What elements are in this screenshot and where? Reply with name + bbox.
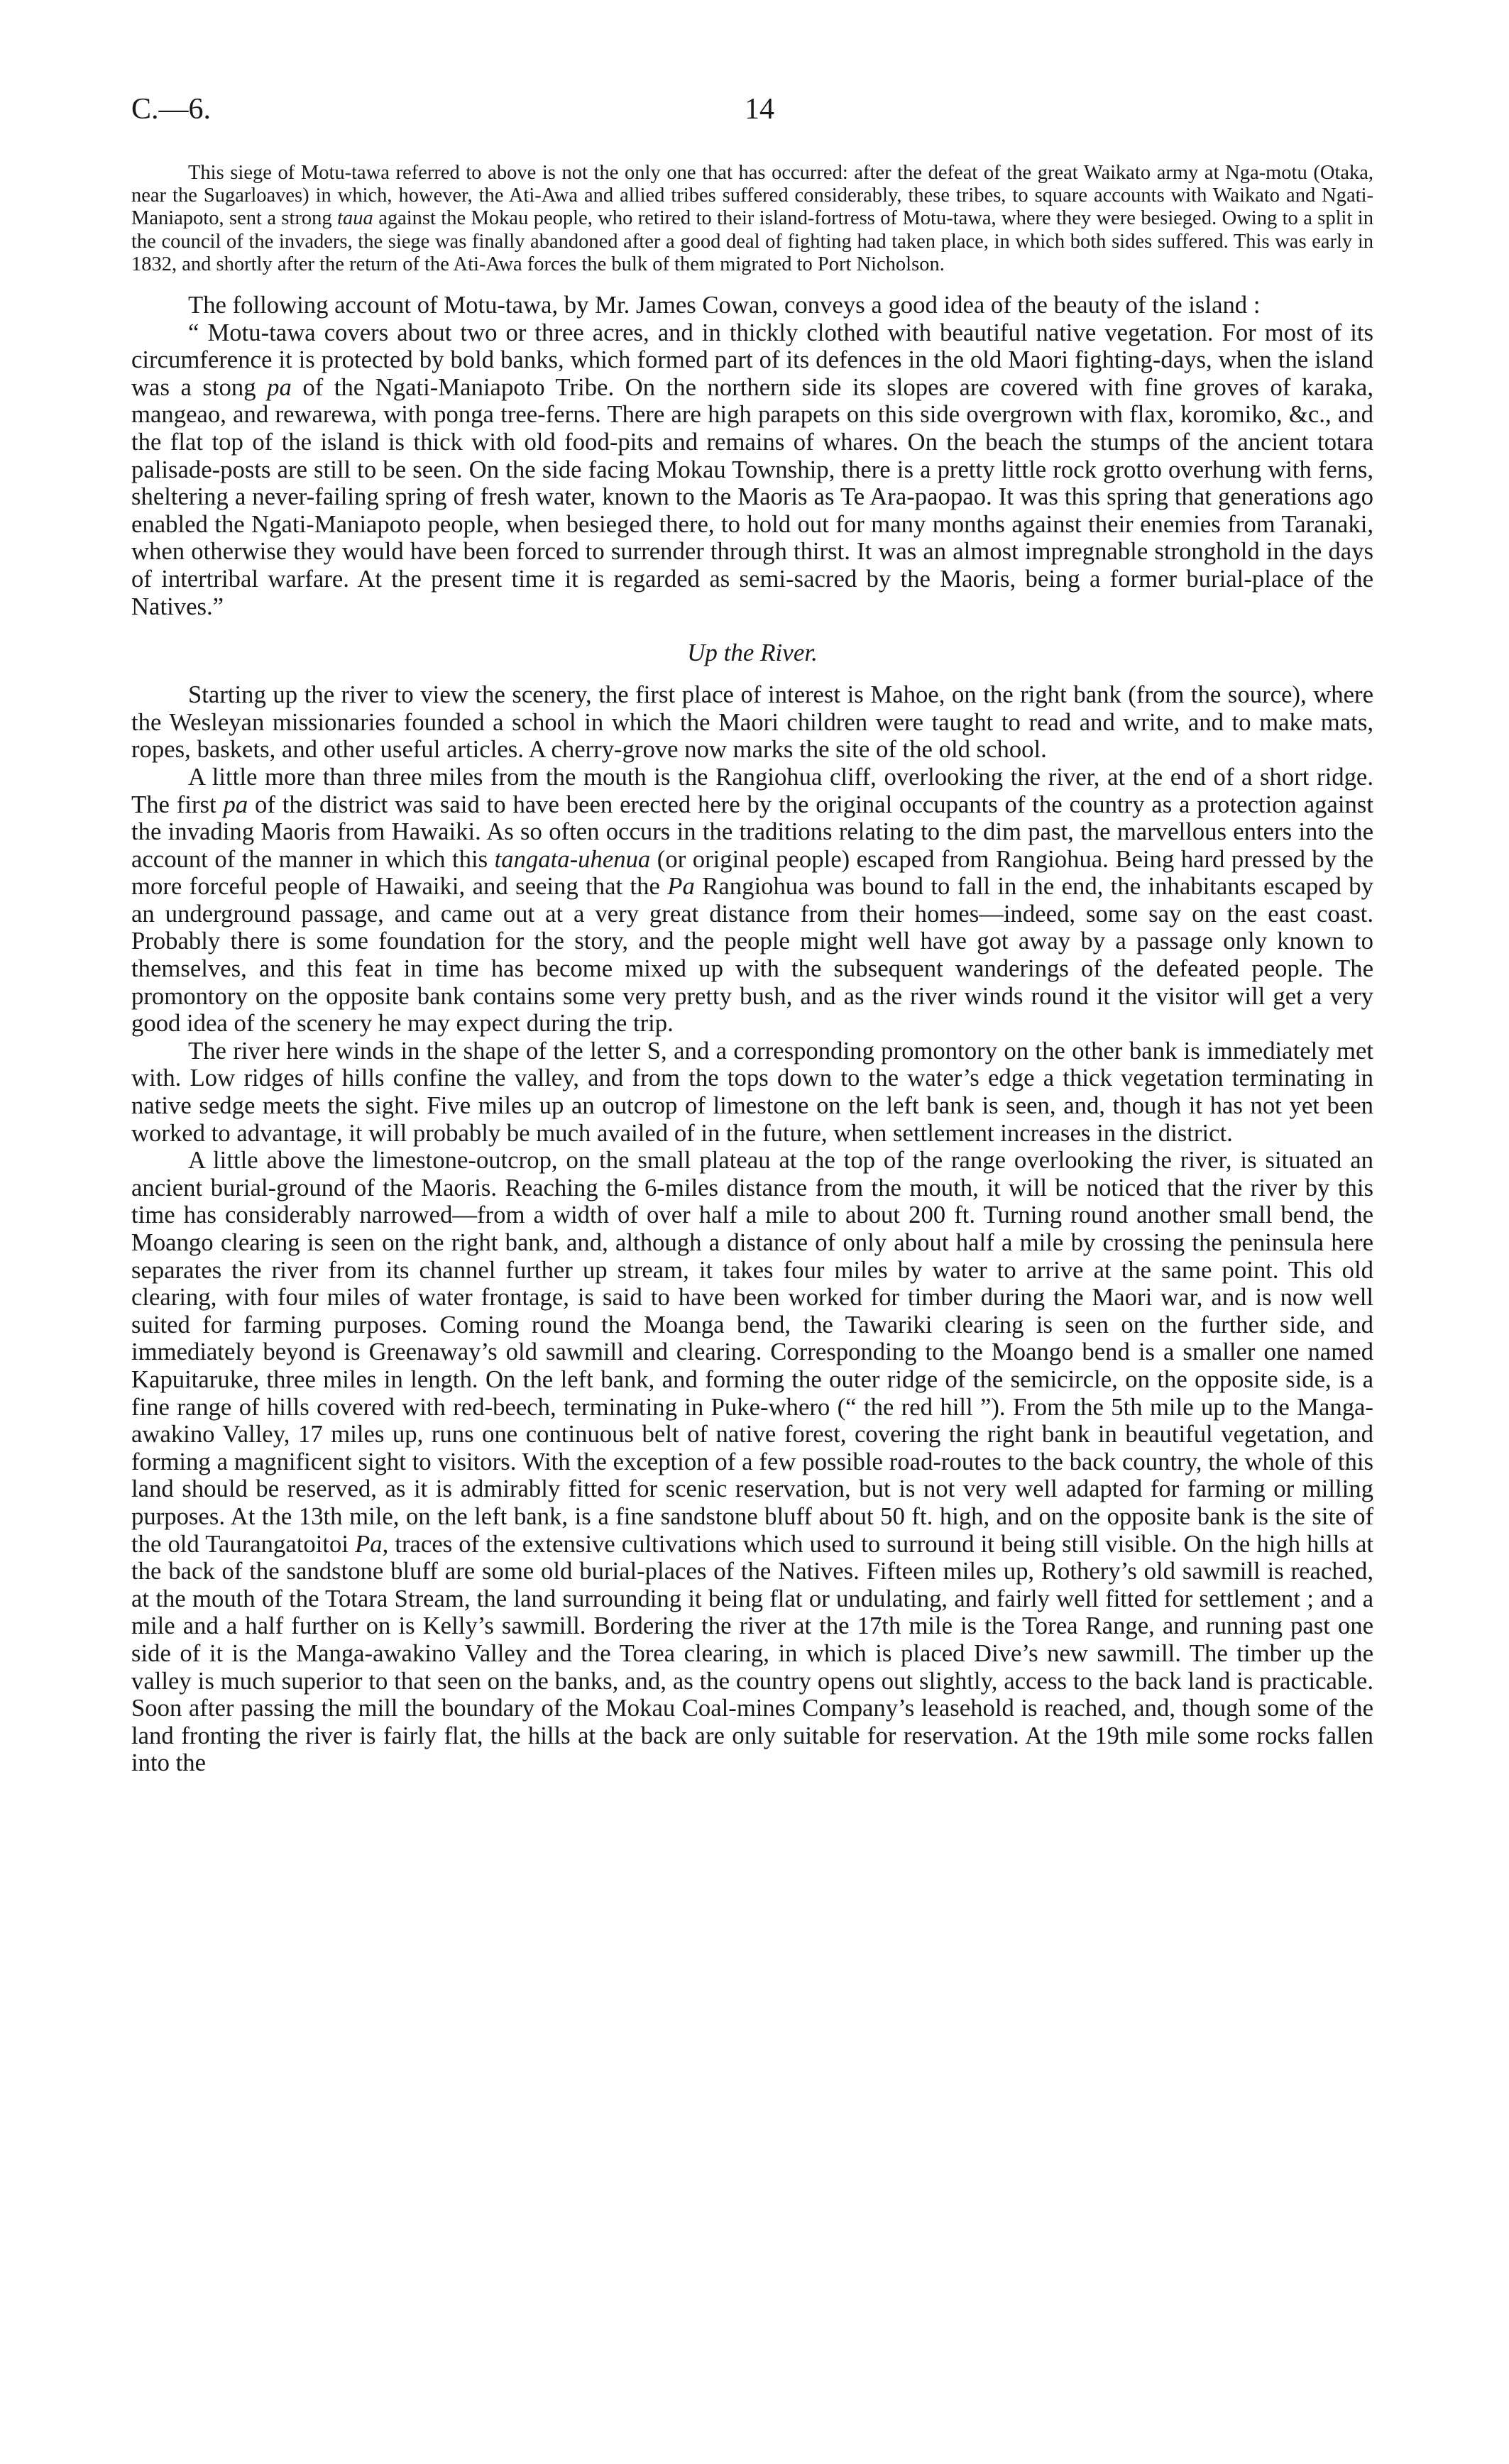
quote-paragraph: “ Motu-tawa covers about two or three acres, and in thickly clothed with beautiful native vegetation. For most of its circumference it is protected by bold banks, which formed part of its defences in the old Maori fighting-days, when the island was a stong pa of the Ngati-Maniapoto Tribe. On the northern side its slopes are covered with fine groves of karaka, mangeao, and rewarewa, with ponga tree-ferns. There are high parapets on this side overgrown with flax, koromiko, &c., and the flat top of the island is thick with old food-pits and remains of whares. On the beach the stumps of the ancient totara palisade-posts are still to be seen. On the side facing Mokau Township, there is a pretty little rock grotto overhung with ferns, sheltering a never-failing spring of fresh water, known to the Maoris as Te Ara-paopao. It was this spring that generations ago enabled the Ngati-Maniapoto people, when besieged there, to hold out for many months against their enemies from Taranaki, when otherwise they would have been forced to surrender through thirst. It was an almost impregnable stronghold in the days of intertribal warfare. At the present time it is regarded as semi-sacred by the Maoris, being a former burial-place of the Natives.” — [131, 318, 1373, 620]
footnote-paragraph: This siege of Motu-tawa referred to above is not the only one that has occurred: after the defeat of the great Waikato army at Nga-motu (Otaka, near the Sugarloaves) in which, however, the Ati-Awa and allied tribes suffered considerably, these tribes, to square accounts with Waikato and Ngati-Maniapoto, sent a strong taua against the Mokau people, who retired to their island-fortress of Motu-tawa, where they were besieged. Owing to a split in the council of the invaders, the siege was finally abandoned after a good deal of fighting had taken place, in which both sides suffered. This was early in 1832, and shortly after the return of the Ati-Awa forces the bulk of them migrated to Port Nicholson. — [131, 162, 1373, 275]
page-content — [131, 162, 1373, 1777]
body-paragraph: The river here winds in the shape of the letter S, and a corresponding promontory on the other bank is immediately met with. Low ridges of hills confine the valley, and from the tops down to the water’s edge a thick vegetation terminating in native sedge meets the sight. Five miles up an outcrop of limestone on the left bank is seen, and, though it has not yet been worked to advantage, it will probably be much availed of in the future, when settlement increases in the district. — [131, 1036, 1373, 1147]
section-heading: Up the River. — [687, 639, 818, 667]
document-code: C.—6. — [131, 93, 212, 126]
page-header — [131, 92, 1388, 135]
body-paragraph: Starting up the river to view the scenery, the first place of interest is Mahoe, on the right bank (from the source), where the Wesleyan missionaries founded a school in which the Maori children were taught to read and write, and to make mats, ropes, baskets, and other useful articles. A cherry-grove now marks the site of the old school. — [131, 681, 1373, 764]
intro-paragraph: The following account of Motu-tawa, by Mr. James Cowan, conveys a good idea of the beauty of the island : — [188, 291, 1261, 319]
body-paragraph: A little more than three miles from the mouth is the Rangiohua cliff, overlooking the river, at the end of a short ridge. The first pa of the district was said to have been erected here by the original occupants of the country as a protection against the invading Maoris from Hawaiki. As so often occurs in the traditions relating to the dim past, the marvellous enters into the account of the manner in which this tangata-uhenua (or original people) escaped from Rangiohua. Being hard pressed by the more forceful people of Hawaiki, and seeing that the Pa Rangiohua was bound to fall in the end, the inhabitants escaped by an underground passage, and came out at a very great distance from their homes—indeed, some say on the east coast. Probably there is some foundation for the story, and the people might well have got away by a passage only known to themselves, and this feat in time has become mixed up with the subsequent wanderings of the defeated people. The promontory on the opposite bank contains some very pretty bush, and as the river winds round it the visitor will get a very good idea of the scenery he may expect during the trip. — [131, 762, 1374, 1038]
page-number: 14 — [745, 93, 774, 126]
body-paragraph: A little above the limestone-outcrop, on the small plateau at the top of the range overlooking the river, is situated an ancient burial-ground of the Maoris. Reaching the 6-miles distance from the mouth, it will be noticed that the river by this time has considerably narrowed—from a width of over half a mile to about 200 ft. Turning round another small bend, the Moango clearing is seen on the right bank, and, although a distance of only about half a mile by crossing the peninsula here separates the river from its channel further up stream, it takes four miles by water to arrive at the same point. This old clearing, with four miles of water frontage, is said to have been worked for timber during the Maori war, and is now well suited for farming purposes. Coming round the Moanga bend, the Tawariki clearing is seen on the further side, and immediately beyond is Greenaway’s old sawmill and clearing. Corresponding to the Moango bend is a smaller one named Kapuitaruke, three miles in length. On the left bank, and forming the outer ridge of the semicircle, on the opposite side, is a fine range of hills covered with red-beech, terminating in Puke-whero (“ the red hill ”). From the 5th mile up to the Manga-awakino Valley, 17 miles up, runs one continuous belt of native forest, covering the right bank in beautiful vegetation, and forming a magnificent sight to visitors. With the exception of a few possible road-routes to the back country, the whole of this land should be reserved, as it is admirably fitted for scenic reservation, but is not very well adapted for farming or milling purposes. At the 13th mile, on the left bank, is a fine sandstone bluff about 50 ft. high, and on the opposite bank is the site of the old Taurangatoitoi Pa, traces of the extensive cultivations which used to surround it being still visible. On the high hills at the back of the sandstone bluff are some old burial-places of the Natives. Fifteen miles up, Rothery’s old sawmill is reached, at the mouth of the Totara Stream, the land surrounding it being flat or undulating, and fairly well fitted for settlement ; and a mile and a half further on is Kelly’s sawmill. Bordering the river at the 17th mile is the Torea Range, and running past one side of it is the Manga-awakino Valley and the Torea clearing, in which is placed Dive’s new sawmill. The timber up the valley is much superior to that seen on the banks, and, as the country opens out slightly, access to the back land is practicable. Soon after passing the mill the boundary of the Mokau Coal-mines Company’s leasehold is reached, and, though some of the land fronting the river is fairly flat, the hills at the back are only suitable for reservation. At the 19th mile some rocks fallen into the — [131, 1146, 1373, 1777]
